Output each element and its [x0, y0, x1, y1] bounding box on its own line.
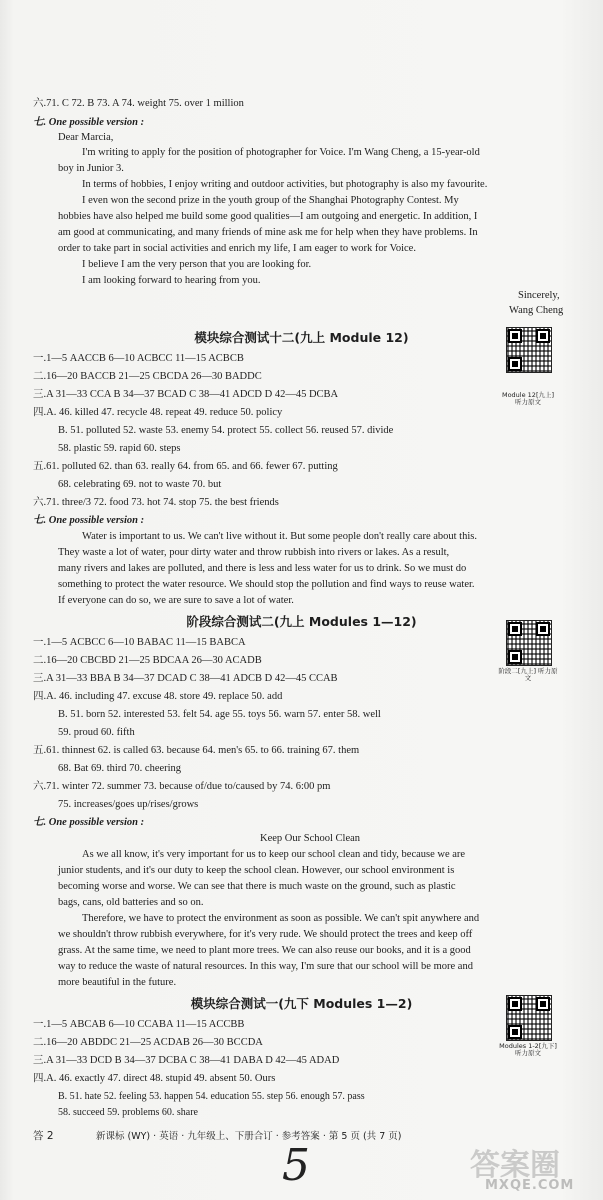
answer-line: 68. celebrating 69. not to waste 70. but: [58, 479, 222, 490]
essay-line: grass. At the same time, we need to plant more trees. We can also reuse our books, and it is a good: [58, 945, 471, 956]
answer-line: B. 51. born 52. interested 53. felt 54. age 55. toys 56. warn 57. enter 58. well: [58, 709, 381, 720]
letter-line: I am looking forward to hearing from you.: [82, 275, 261, 286]
answer-line: 四.A. 46. killed 47. recycle 48. repeat 49. reduce 50. policy: [33, 407, 283, 418]
letter-line: In terms of hobbies, I enjoy writing and outdoor activities, but photography is also my favourite.: [82, 179, 488, 190]
qr-code-icon: [506, 995, 552, 1041]
answer-line: 二.16—20 CBCBD 21—25 BDCAA 26—30 ACADB: [33, 655, 262, 666]
essay-line: bags, cans, old batteries and so on.: [58, 897, 204, 908]
essay-line: As we all know, it's very important for us to keep our school clean and tidy, because we are: [82, 849, 466, 860]
letter-line: am good at communicating, and many friends of mine ask me for help when they have problems. In: [58, 227, 478, 238]
essay-line: They waste a lot of water, pour dirty water and throw rubbish into rivers or lakes. As a result,: [58, 547, 450, 558]
section-heading: 七. One possible version :: [33, 817, 145, 828]
letter-line: I'm writing to apply for the position of photographer for Voice. I'm Wang Cheng, a 15-year-old: [82, 147, 480, 158]
essay-line: way to reduce the waste of natural resources. In this way, I'm sure that our school will be more and: [58, 961, 473, 972]
letter-line: order to take part in social activities and enrich my life, I am eager to work for Voice.: [58, 243, 416, 254]
section-title: 模块综合测试十二(九上 Module 12): [194, 330, 409, 345]
footer-left: 答 2: [33, 1130, 54, 1142]
section-heading: 七. One possible version :: [33, 515, 145, 526]
essay-line: If everyone can do so, we are sure to save a lot of water.: [58, 595, 294, 606]
handwritten-page-number: 5: [282, 1140, 310, 1191]
essay-line: junior students, and it's our duty to keep the school clean. However, our school environment is: [58, 865, 455, 876]
qr-code-icon: [506, 620, 552, 666]
answer-line: B. 51. polluted 52. waste 53. enemy 54. protect 55. collect 56. reused 57. divide: [58, 425, 394, 436]
answer-line: 六.71. three/3 72. food 73. hot 74. stop 75. the best friends: [33, 497, 279, 508]
answer-line: 58. plastic 59. rapid 60. steps: [58, 443, 181, 454]
answer-line: 68. Bat 69. third 70. cheering: [58, 763, 182, 774]
letter-line: I believe I am the very person that you are looking for.: [82, 259, 312, 270]
answer-line: 一.1—5 AACCB 6—10 ACBCC 11—15 ACBCB: [33, 353, 244, 364]
answer-line: 五.61. polluted 62. than 63. really 64. from 65. and 66. fewer 67. putting: [33, 461, 338, 472]
essay-line: more beautiful in the future.: [58, 977, 177, 988]
qr-code-icon: [506, 327, 552, 373]
essay-line: becoming worse and worse. We can see that there is much waste on the ground, such as plastic: [58, 881, 456, 892]
letter-line: boy in Junior 3.: [58, 163, 124, 174]
letter-closing: Sincerely,: [518, 290, 560, 301]
essay-line: many rivers and lakes are polluted, and there is less and less water for us to drink. So we must do: [58, 563, 467, 574]
answer-line: B. 51. hate 52. feeling 53. happen 54. education 55. step 56. enough 57. pass: [58, 1091, 365, 1102]
section-heading: 七. One possible version :: [33, 117, 145, 128]
qr-caption: Modules 1-2[九下] 听力原文: [499, 1042, 557, 1057]
essay-line: we shouldn't throw rubbish everywhere, for it's very rude. We should protect the trees and keep off: [58, 929, 473, 940]
answer-line: 三.A 31—33 DCD B 34—37 DCBA C 38—41 DABA D 42—45 ADAD: [33, 1055, 340, 1066]
letter-salutation: Dear Marcia,: [58, 132, 114, 143]
footer-center: 新课标 (WY) · 英语 · 九年级上、下册合订 · 参考答案 · 第 5 页 (共 7 页): [96, 1131, 402, 1142]
answer-line: 一.1—5 ABCAB 6—10 CCABA 11—15 ACCBB: [33, 1019, 245, 1030]
answer-line: 75. increases/goes up/rises/grows: [58, 799, 199, 810]
section-title: 模块综合测试一(九下 Modules 1—2): [190, 996, 413, 1011]
letter-line: hobbies have also helped me build some good qualities—I am outgoing and energetic. In addition, I: [58, 211, 478, 222]
answer-line: 六.71. winter 72. summer 73. because of/due to/caused by 74. 6:00 pm: [33, 781, 331, 792]
section-title: 阶段综合测试二(九上 Modules 1—12): [186, 614, 417, 629]
answer-line: 四.A. 46. including 47. excuse 48. store 49. replace 50. add: [33, 691, 283, 702]
watermark-url: MXQE.COM: [485, 1178, 575, 1193]
answer-line: 三.A 31—33 CCA B 34—37 BCAD C 38—41 ADCD D 42—45 DCBA: [33, 389, 339, 400]
answer-line: 59. proud 60. fifth: [58, 727, 135, 738]
letter-signature: Wang Cheng: [509, 305, 564, 316]
answer-line: 四.A. 46. exactly 47. direct 48. stupid 49. absent 50. Ours: [33, 1073, 276, 1084]
letter-line: I even won the second prize in the youth group of the Shanghai Photography Contest. My: [82, 195, 459, 206]
essay-line: Therefore, we have to protect the environment as soon as possible. We can't spit anywhere and: [82, 913, 480, 924]
answer-line: 一.1—5 ACBCC 6—10 BABAC 11—15 BABCA: [33, 637, 246, 648]
essay-title: Keep Our School Clean: [260, 833, 361, 844]
watermark: 答案圈: [470, 1148, 560, 1183]
answer-line: 二.16—20 BACCB 21—25 CBCDA 26—30 BADDC: [33, 371, 262, 382]
essay-line: Water is important to us. We can't live without it. But some people don't really care about this.: [82, 531, 477, 542]
qr-caption: Module 12[九上] 听力原文: [501, 391, 555, 406]
answer-line: 二.16—20 ABDDC 21—25 ACDAB 26—30 BCCDA: [33, 1037, 263, 1048]
answer-line: 六.71. C 72. B 73. A 74. weight 75. over 1 million: [33, 98, 244, 109]
essay-line: something to protect the water resource. We should stop the pollution and find ways to reuse water.: [58, 579, 475, 590]
answer-line: 五.61. thinnest 62. is called 63. because 64. men's 65. to 66. training 67. them: [33, 745, 360, 756]
answer-line: 58. succeed 59. problems 60. share: [58, 1107, 198, 1118]
answer-line: 三.A 31—33 BBA B 34—37 DCAD C 38—41 ADCB D 42—45 CCAB: [33, 673, 338, 684]
qr-caption: 阶段二[九上] 听力原文: [498, 667, 558, 682]
